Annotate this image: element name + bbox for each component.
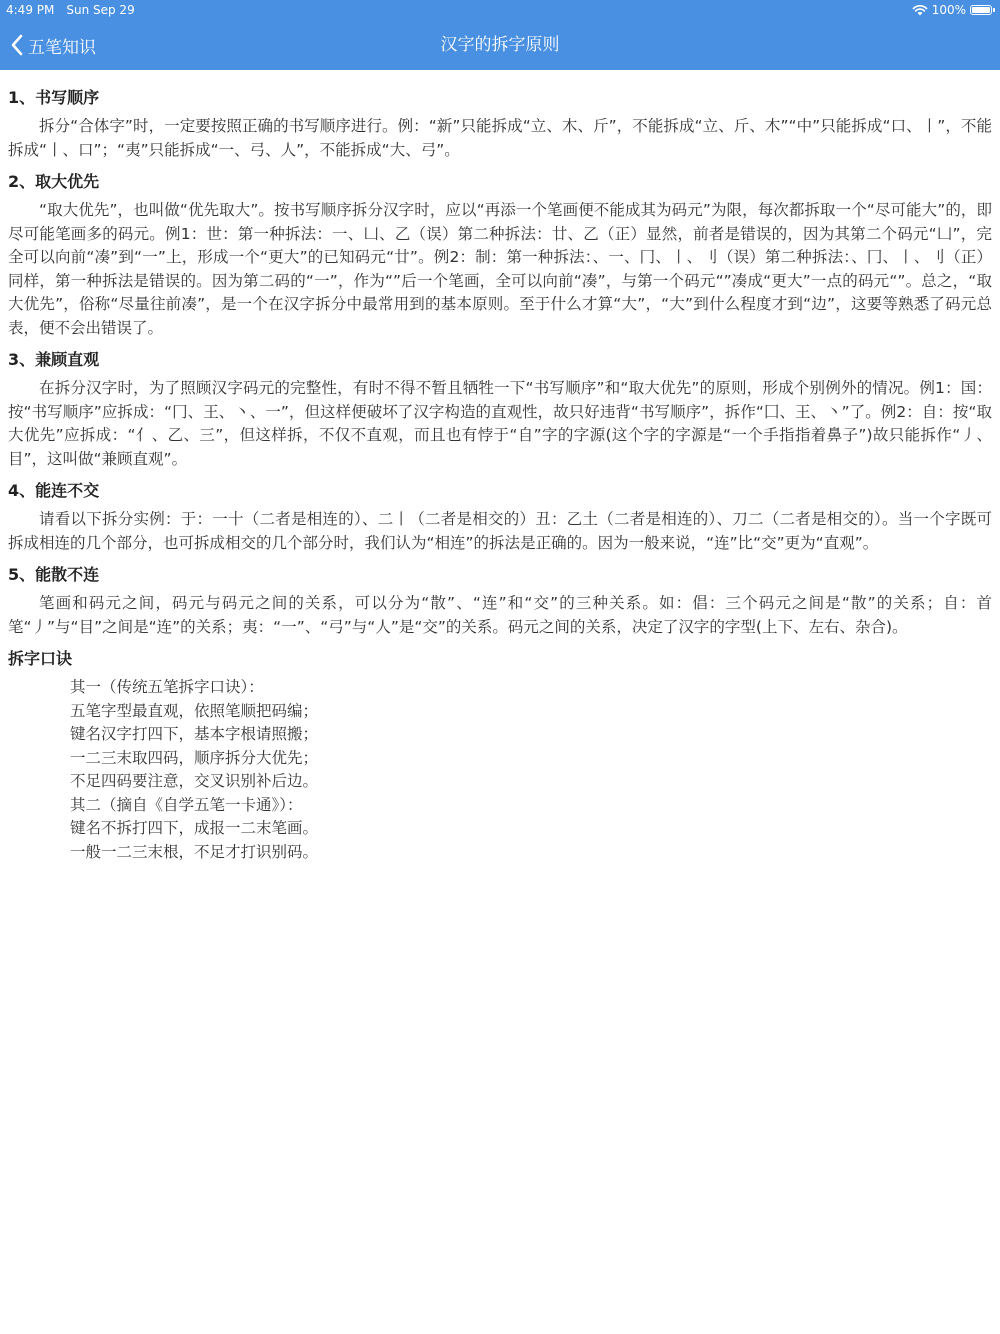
verse-line: 五笔字型最直观，依照笔顺把码编； [70, 701, 319, 720]
status-time: 4:49 PM [6, 3, 55, 17]
section-body: 请看以下拆分实例：于：一十（二者是相连的）、二丨（二者是相交的）丑：乙土（二者是相连的）、刀二（二者是相交的）。当一个字既可拆成相连的几个部分，也可拆成相交的几个部分时，我们认为“相连”的拆法是正确的。因为一般来说，“连”比“交”更为“直观”。 [8, 510, 992, 552]
section-writing-order [8, 78, 992, 162]
status-bar [0, 0, 1000, 20]
article-content [0, 70, 1000, 864]
section-mnemonic [8, 639, 992, 864]
section-heading: 1、书写顺序 [8, 88, 100, 107]
verse-line: 其二（摘自《自学五笔一卡通》）： [70, 795, 303, 814]
section-body: 笔画和码元之间，码元与码元之间的关系，可以分为“散”、“连”和“交”的三种关系。如：倡：三个码元之间是“散”的关系；自：首笔“丿”与“目”之间是“连”的关系；夷：“一”、“弓”与“人”是“交”的关系。码元之间的关系，决定了汉字的字型(上下、左右、杂合)。 [8, 594, 992, 636]
section-separate-not-connect [8, 555, 992, 639]
battery-tip [993, 8, 995, 12]
verse-line: 其一（传统五笔拆字口诀）： [70, 678, 264, 696]
section-heading: 4、能连不交 [8, 481, 100, 500]
section-largest-first [8, 162, 992, 340]
battery-percent: 100% [931, 3, 966, 17]
status-left [6, 0, 147, 20]
status-right [912, 0, 992, 20]
nav-bar [0, 20, 1000, 70]
status-date: Sun Sep 29 [66, 3, 135, 17]
section-heading: 5、能散不连 [8, 565, 100, 584]
battery-icon [970, 5, 992, 15]
wifi-icon [912, 4, 928, 16]
verse-line: 不足四码要注意，交叉识别补后边。 [70, 772, 319, 790]
back-button-label: 五笔知识 [28, 37, 96, 58]
verse-line: 一二三末取四码，顺序拆分大优先； [70, 748, 319, 767]
section-heading: 拆字口诀 [8, 649, 73, 668]
section-connect-not-cross [8, 471, 992, 555]
page-title: 汉字的拆字原则 [440, 35, 560, 55]
verse-line: 一般一二三末根，不足才打识别码。 [70, 842, 319, 861]
battery-fill [972, 7, 990, 13]
verse-line: 键名不拆打四下，成报一二末笔画。 [70, 819, 319, 837]
chevron-left-icon [10, 34, 24, 56]
section-heading: 3、兼顾直观 [8, 350, 100, 369]
back-button[interactable] [10, 20, 96, 70]
verse-line: 键名汉字打四下，基本字根请照搬； [70, 725, 319, 743]
section-body: 拆分“合体字”时，一定要按照正确的书写顺序进行。例：“新”只能拆成“立、木、斤”，不能拆成“立、斤、木”“中”只能拆成“口、丨”，不能拆成“丨、口”；“夷”只能拆成“一、弓、人”，不能拆成“大、弓”。 [8, 117, 992, 159]
section-intuitive [8, 340, 992, 471]
section-body: “取大优先”，也叫做“优先取大”。按书写顺序拆分汉字时，应以“再添一个笔画便不能成其为码元”为限，每次都拆取一个“尽可能大”的，即尽可能笔画多的码元。例1：世：第一种拆法：一、凵、乙（误）第二种拆法：廿、乙（正）显然，前者是错误的，因为其第二个码元“凵”，完全可以向前“凑”到“一”上，形成一个“更大”的已知码元“廿”。例2：制：第一种拆法：、一、冂、丨、刂（误）第二种拆法：、冂、丨、刂（正）同样，第一种拆法是错误的。因为第二码的“一”，作为“”后一个笔画，全可以向前“凑”，与第一个码元“”凑成“更大”一点的码元“”。总之，“取大优先”，俗称“尽量往前凑”，是一个在汉字拆分中最常用到的基本原则。至于什么才算“大”，“大”到什么程度才到“边”，这要等熟悉了码元总表，便不会出错误了。 [8, 201, 992, 337]
section-body: 在拆分汉字时，为了照顾汉字码元的完整性，有时不得不暂且牺牲一下“书写顺序”和“取大优先”的原则，形成个别例外的情况。例1：国：按“书写顺序”应拆成：“冂、王、丶、一”，但这样便破坏了汉字构造的直观性，故只好违背“书写顺序”，拆作“囗、王、丶”了。例2：自：按“取大优先”应拆成：“亻、乙、三”，但这样拆，不仅不直观，而且也有悖于“自”字的字源(这个字的字源是“一个手指指着鼻子”)故只能拆作“丿、目”，这叫做“兼顾直观”。 [8, 379, 992, 468]
section-heading: 2、取大优先 [8, 172, 100, 191]
